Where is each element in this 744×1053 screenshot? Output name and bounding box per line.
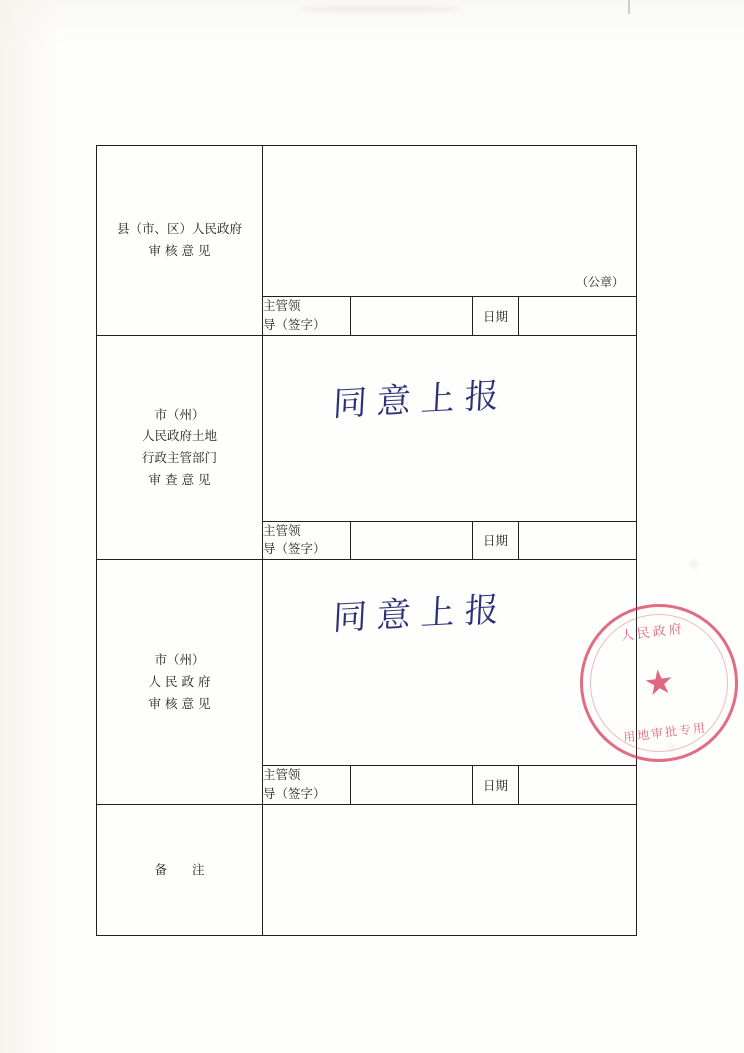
table-row [97,804,637,935]
signature-label-city-government [263,766,351,805]
row-label-county [97,146,263,336]
row-label-remarks [97,804,263,935]
signature-label-line1: 主管领 [263,298,301,313]
row-label-line: 备 注 [154,861,205,877]
row-label-line: 市（州） [154,406,205,422]
signature-label-line2: 导（签字） [263,785,326,801]
date-field-city-government[interactable] [519,766,637,805]
date-label-city-land-dept: 日期 [473,521,519,560]
scan-edge-mark [628,0,630,14]
signature-label-line2: 导（签字） [263,541,326,557]
handwritten-opinion: 同意上报 [331,374,510,425]
row-label-line: 审 查 意 见 [148,472,211,488]
signature-label-line1: 主管领 [263,767,301,782]
stamp-bottom-text: 用地审批专用 [622,720,708,745]
signature-label-line2: 导（签字） [263,316,326,332]
row-label-line: 人民政府土地 [141,428,217,444]
date-label-city-government: 日期 [473,766,519,805]
signature-field-county[interactable] [351,297,473,336]
stamp-circle [571,595,744,771]
signature-label-city-land-dept [263,521,351,560]
table-row [97,560,637,766]
approval-form-table [96,145,708,936]
opinion-content-city-government[interactable] [263,560,708,766]
date-field-city-land-dept[interactable] [519,521,637,560]
signature-field-city-government[interactable] [351,766,473,805]
table-row [97,335,637,521]
stamp-top-text: 人民政府 [620,621,686,645]
row-label-city-government [97,560,263,805]
scan-artifact [300,6,460,12]
handwritten-opinion: 同意上报 [331,589,510,639]
date-field-county[interactable] [519,297,637,336]
scan-artifact [668,744,675,751]
star-icon: ★ [641,661,677,705]
row-label-line: 行政主管部门 [141,450,217,466]
opinion-content-city-land-dept[interactable] [263,335,637,521]
row-label-line: 县（市、区）人民政府 [116,221,242,237]
row-label-city-land-dept [97,335,263,560]
row-label-line: 审 核 意 见 [148,695,211,711]
official-seal-note: （公章） [575,275,624,289]
scan-artifact [690,560,698,568]
row-label-line: 人 民 政 府 [148,673,211,689]
row-label-line: 审 核 意 见 [148,243,211,259]
signature-label-line1: 主管领 [263,522,301,538]
remarks-content[interactable] [263,804,637,935]
date-label-county: 日期 [473,297,519,336]
table-row [97,146,637,297]
signature-field-city-land-dept[interactable] [351,521,473,560]
row-label-line: 市（州） [154,651,205,667]
signature-label-county [263,297,351,336]
opinion-content-county[interactable] [263,146,637,297]
stamp-inner-ring [582,606,736,760]
